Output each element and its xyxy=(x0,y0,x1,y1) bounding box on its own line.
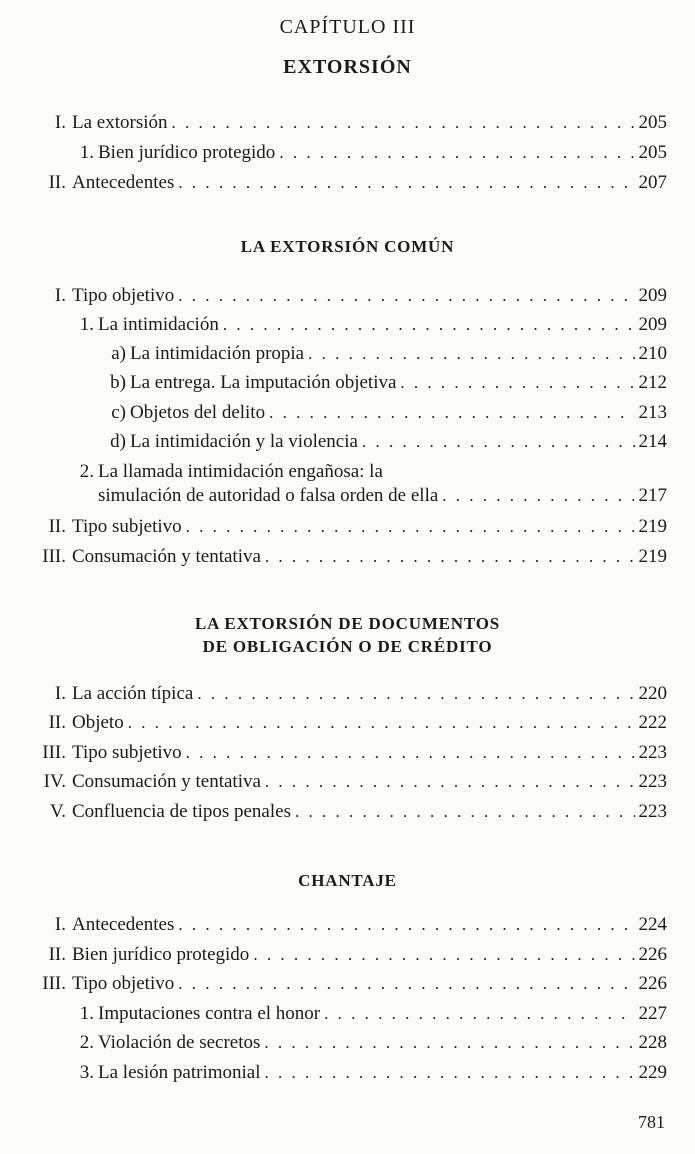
entry-number: 2. xyxy=(79,461,94,482)
entry-page: 223 xyxy=(638,771,667,792)
entry-label: Antecedentes xyxy=(72,172,175,193)
entry-number: b) xyxy=(110,372,126,393)
entry-number: IV. xyxy=(43,771,66,792)
entry-page: 213 xyxy=(638,402,667,423)
toc-entry xyxy=(0,797,695,827)
entry-label: Confluencia de tipos penales xyxy=(72,801,291,822)
entry-number: II. xyxy=(48,516,66,537)
toc-entry xyxy=(0,999,695,1029)
entry-label-line1: La llamada intimidación engañosa: la xyxy=(98,461,383,482)
dot-leader xyxy=(324,999,634,1029)
toc-entry xyxy=(0,542,695,572)
entry-page: 205 xyxy=(638,112,667,133)
dot-leader xyxy=(128,708,635,738)
dot-leader xyxy=(269,398,634,428)
entry-label: Consumación y tentativa xyxy=(72,546,261,567)
entry-page: 227 xyxy=(638,1003,667,1024)
entry-label: Bien jurídico protegido xyxy=(72,944,250,965)
entry-label: La extorsión xyxy=(72,112,168,133)
entry-label: Tipo objetivo xyxy=(72,973,175,994)
dot-leader xyxy=(178,969,634,999)
entry-label: Violación de secretos xyxy=(98,1032,261,1053)
entry-number: d) xyxy=(110,431,126,452)
entry-number: 1. xyxy=(79,314,94,335)
entry-page: 217 xyxy=(638,485,667,506)
entry-number: 1. xyxy=(79,142,94,163)
dot-leader xyxy=(362,427,635,457)
entry-page: 223 xyxy=(638,742,667,763)
entry-label: Tipo objetivo xyxy=(72,285,175,306)
toc-entry xyxy=(0,427,695,457)
entry-page: 212 xyxy=(638,372,667,393)
toc-entry xyxy=(0,679,695,709)
entry-page: 219 xyxy=(638,516,667,537)
entry-label: La acción típica xyxy=(72,683,194,704)
entry-label: Tipo subjetivo xyxy=(72,742,182,763)
entry-page: 207 xyxy=(638,172,667,193)
entry-page: 222 xyxy=(638,712,667,733)
entry-label: Consumación y tentativa xyxy=(72,771,261,792)
entry-page: 205 xyxy=(638,142,667,163)
toc-entry xyxy=(0,398,695,428)
dot-leader xyxy=(295,797,635,827)
entry-label: Antecedentes xyxy=(72,914,175,935)
section-heading: CHANTAJE xyxy=(298,871,397,890)
entry-number: II. xyxy=(48,712,66,733)
entry-label: Tipo subjetivo xyxy=(72,516,182,537)
toc-entry xyxy=(0,708,695,738)
entry-page: 226 xyxy=(638,944,667,965)
dot-leader xyxy=(265,1058,635,1088)
entry-page: 226 xyxy=(638,973,667,994)
dot-leader xyxy=(279,138,634,168)
toc-entry xyxy=(0,168,695,198)
entry-number: I. xyxy=(54,112,66,133)
toc-entry xyxy=(0,767,695,797)
entry-page: 219 xyxy=(638,546,667,567)
entry-page: 214 xyxy=(638,431,667,452)
toc-entry xyxy=(0,1028,695,1058)
entry-label: La intimidación y la violencia xyxy=(130,431,358,452)
entry-label: Imputaciones contra el honor xyxy=(98,1003,321,1024)
entry-label: La intimidación propia xyxy=(130,343,305,364)
section-heading: LA EXTORSIÓN DE DOCUMENTOS xyxy=(195,614,500,633)
entry-label: Bien jurídico protegido xyxy=(98,142,276,163)
page-number: 781 xyxy=(638,1112,665,1132)
dot-leader xyxy=(186,738,635,768)
entry-label: Objeto xyxy=(72,712,124,733)
entry-number: V. xyxy=(49,801,66,822)
entry-number: a) xyxy=(111,343,126,364)
section-heading: LA EXTORSIÓN COMÚN xyxy=(240,237,455,256)
dot-leader xyxy=(178,281,634,311)
dot-leader xyxy=(186,512,635,542)
entry-page: 210 xyxy=(638,343,667,364)
entry-page: 229 xyxy=(638,1062,667,1083)
dot-leader xyxy=(308,339,634,369)
dot-leader xyxy=(172,108,635,138)
dot-leader xyxy=(178,910,634,940)
chapter-label: CAPÍTULO III xyxy=(279,16,416,38)
entry-number: 3. xyxy=(79,1062,94,1083)
toc-entry xyxy=(0,910,695,940)
entry-number: II. xyxy=(48,172,66,193)
entry-page: 228 xyxy=(638,1032,667,1053)
toc-entry xyxy=(0,481,695,511)
dot-leader xyxy=(178,168,634,198)
toc-entry xyxy=(0,1058,695,1088)
section-heading: DE OBLIGACIÓN O DE CRÉDITO xyxy=(202,637,493,656)
dot-leader xyxy=(264,1028,634,1058)
dot-leader xyxy=(253,940,634,970)
entry-number: III. xyxy=(42,973,66,994)
toc-entry xyxy=(0,738,695,768)
entry-number: 1. xyxy=(79,1003,94,1024)
toc-entry xyxy=(0,940,695,970)
dot-leader xyxy=(223,310,635,340)
entry-page: 209 xyxy=(638,314,667,335)
toc-entry xyxy=(0,138,695,168)
toc-entry xyxy=(0,368,695,398)
dot-leader xyxy=(442,481,634,511)
dot-leader xyxy=(265,767,635,797)
entry-page: 209 xyxy=(638,285,667,306)
toc-entry xyxy=(0,310,695,340)
toc-entry xyxy=(0,339,695,369)
toc-entry xyxy=(0,512,695,542)
entry-page: 220 xyxy=(638,683,667,704)
entry-number: 2. xyxy=(79,1032,94,1053)
entry-page: 224 xyxy=(638,914,667,935)
dot-leader xyxy=(197,679,634,709)
dot-leader xyxy=(265,542,635,572)
entry-number: I. xyxy=(54,683,66,704)
entry-label: simulación de autoridad o falsa orden de ella xyxy=(98,485,439,506)
entry-number: III. xyxy=(42,546,66,567)
chapter-title: EXTORSIÓN xyxy=(283,56,412,78)
entry-page: 223 xyxy=(638,801,667,822)
toc-entry xyxy=(0,108,695,138)
entry-number: c) xyxy=(111,402,126,423)
entry-number: I. xyxy=(54,914,66,935)
toc-entry xyxy=(0,969,695,999)
toc-entry xyxy=(0,281,695,311)
entry-number: III. xyxy=(42,742,66,763)
entry-number: I. xyxy=(54,285,66,306)
entry-label: Objetos del delito xyxy=(130,402,266,423)
entry-number: II. xyxy=(48,944,66,965)
entry-label: La intimidación xyxy=(98,314,219,335)
entry-label: La lesión patrimonial xyxy=(98,1062,261,1083)
dot-leader xyxy=(400,368,634,398)
entry-label: La entrega. La imputación objetiva xyxy=(130,372,397,393)
